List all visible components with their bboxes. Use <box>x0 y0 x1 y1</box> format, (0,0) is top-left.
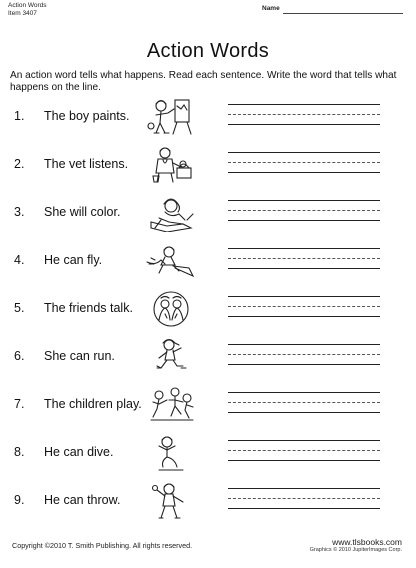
item-sentence: The children play. <box>44 397 142 411</box>
item-sentence: She can run. <box>44 349 115 363</box>
answer-line-dashed[interactable] <box>228 306 380 307</box>
exercise-row <box>0 481 416 523</box>
answer-line-base[interactable] <box>228 364 380 365</box>
children-playing-illustration <box>145 386 197 424</box>
item-number: 1. <box>14 109 25 123</box>
item-number: 8. <box>14 445 25 459</box>
exercise-row <box>0 241 416 283</box>
item-sentence: He can throw. <box>44 493 121 507</box>
footer-credits <box>310 537 402 554</box>
item-sentence: The friends talk. <box>44 301 133 315</box>
answer-line-base[interactable] <box>228 508 380 509</box>
item-number: 6. <box>14 349 25 363</box>
exercise-row <box>0 385 416 427</box>
item-number: 2. <box>14 157 25 171</box>
item-sentence: She will color. <box>44 205 121 219</box>
exercise-row <box>0 337 416 379</box>
answer-line-top[interactable] <box>228 248 380 249</box>
item-number: 9. <box>14 493 25 507</box>
answer-line-top[interactable] <box>228 152 380 153</box>
boy-flying-illustration <box>145 242 197 280</box>
boy-throwing-illustration <box>145 482 197 520</box>
header-title: Action Words <box>8 2 47 9</box>
item-sentence: He can fly. <box>44 253 103 267</box>
answer-line-top[interactable] <box>228 392 380 393</box>
item-sentence: The vet listens. <box>44 157 129 171</box>
answer-line-dashed[interactable] <box>228 402 380 403</box>
boy-painting-illustration <box>145 98 197 136</box>
girl-running-illustration <box>145 338 197 376</box>
vet-with-dog-illustration <box>145 146 197 184</box>
item-sentence: He can dive. <box>44 445 114 459</box>
answer-line-base[interactable] <box>228 316 380 317</box>
answer-line-dashed[interactable] <box>228 114 380 115</box>
answer-line-dashed[interactable] <box>228 162 380 163</box>
item-number: 5. <box>14 301 25 315</box>
page-title: Action Words <box>146 40 270 62</box>
item-number: 7. <box>14 397 25 411</box>
worksheet-header <box>8 2 47 18</box>
answer-line-base[interactable] <box>228 268 380 269</box>
answer-line-base[interactable] <box>228 124 380 125</box>
answer-line-dashed[interactable] <box>228 210 380 211</box>
name-label: Name <box>262 5 280 12</box>
answer-line-dashed[interactable] <box>228 258 380 259</box>
answer-line-top[interactable] <box>228 344 380 345</box>
answer-line-dashed[interactable] <box>228 498 380 499</box>
name-line[interactable] <box>283 13 403 14</box>
answer-line-base[interactable] <box>228 460 380 461</box>
answer-line-top[interactable] <box>228 440 380 441</box>
item-sentence: The boy paints. <box>44 109 130 123</box>
graphics-credit: Graphics © 2010 JupiterImages Corp. <box>309 547 402 553</box>
girl-coloring-illustration <box>145 194 197 232</box>
website-link[interactable]: www.tlsbooks.com <box>332 537 402 547</box>
answer-line-base[interactable] <box>228 412 380 413</box>
header-item-number: Item 3407 <box>8 10 37 17</box>
answer-line-dashed[interactable] <box>228 450 380 451</box>
instructions: An action word tells what happens. Read each sentence. Write the word that tells what happens on the line. <box>10 70 397 93</box>
answer-line-top[interactable] <box>228 296 380 297</box>
exercise-row <box>0 433 416 475</box>
answer-line-base[interactable] <box>228 172 380 173</box>
exercise-row <box>0 193 416 235</box>
exercise-row <box>0 97 416 139</box>
friends-talking-illustration <box>145 290 197 328</box>
answer-line-top[interactable] <box>228 200 380 201</box>
answer-line-dashed[interactable] <box>228 354 380 355</box>
item-number: 3. <box>14 205 25 219</box>
copyright-notice: Copyright ©2010 T. Smith Publishing. All rights reserved. <box>12 541 193 550</box>
exercise-row <box>0 145 416 187</box>
answer-line-top[interactable] <box>228 488 380 489</box>
answer-line-top[interactable] <box>228 104 380 105</box>
answer-line-base[interactable] <box>228 220 380 221</box>
boy-diving-illustration <box>145 434 197 472</box>
exercise-row <box>0 289 416 331</box>
item-number: 4. <box>14 253 25 267</box>
